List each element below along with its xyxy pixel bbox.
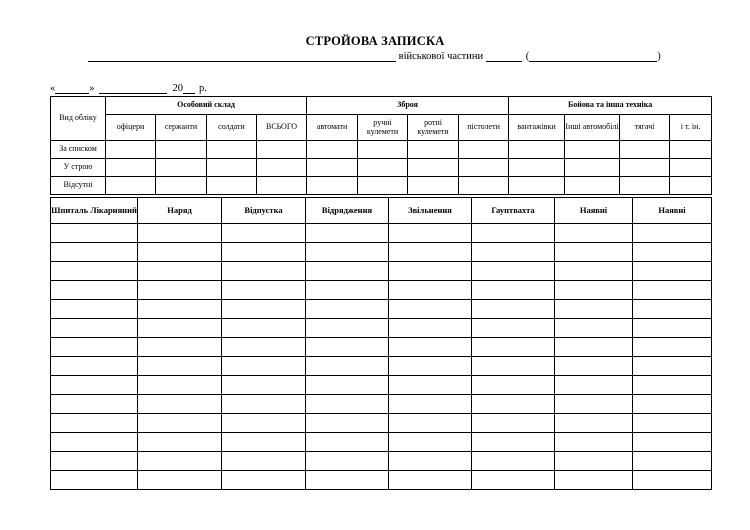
entry-cell[interactable] <box>633 281 712 300</box>
entry-cell[interactable] <box>138 281 222 300</box>
entry-cell[interactable] <box>555 224 633 243</box>
entry-cell[interactable] <box>472 319 555 338</box>
entry-cell[interactable] <box>138 395 222 414</box>
entry-cell[interactable] <box>51 433 138 452</box>
entry-cell[interactable] <box>306 376 389 395</box>
entry-cell[interactable] <box>106 159 156 177</box>
entry-cell[interactable] <box>138 471 222 490</box>
entry-cell[interactable] <box>306 471 389 490</box>
col-header: Гауптвахта <box>472 198 555 224</box>
entry-cell[interactable] <box>51 224 138 243</box>
entry-cell[interactable] <box>633 338 712 357</box>
entry-cell[interactable] <box>670 141 712 159</box>
entry-cell[interactable] <box>472 414 555 433</box>
group-equipment: Бойова та інша техніка <box>509 97 712 115</box>
absence-row <box>51 357 712 376</box>
strength-column-header-row <box>51 115 712 141</box>
entry-cell[interactable] <box>51 281 138 300</box>
entry-cell[interactable] <box>555 433 633 452</box>
strength-group-header-row <box>51 97 712 115</box>
entry-cell[interactable] <box>138 357 222 376</box>
entry-cell[interactable] <box>389 414 472 433</box>
entry-cell[interactable] <box>257 159 307 177</box>
entry-cell[interactable] <box>459 141 509 159</box>
entry-cell[interactable] <box>472 262 555 281</box>
entry-cell[interactable] <box>389 262 472 281</box>
entry-cell[interactable] <box>408 177 459 195</box>
absence-table <box>50 197 712 490</box>
entry-cell[interactable] <box>51 471 138 490</box>
entry-cell[interactable] <box>257 177 307 195</box>
entry-cell[interactable] <box>389 471 472 490</box>
entry-cell[interactable] <box>106 141 156 159</box>
entry-cell[interactable] <box>389 376 472 395</box>
entry-cell[interactable] <box>565 141 620 159</box>
entry-cell[interactable] <box>633 376 712 395</box>
entry-cell[interactable] <box>472 338 555 357</box>
entry-cell[interactable] <box>555 452 633 471</box>
unit-number-blank[interactable] <box>486 50 522 62</box>
entry-cell[interactable] <box>472 243 555 262</box>
absence-row <box>51 395 712 414</box>
entry-cell[interactable] <box>555 300 633 319</box>
entry-cell[interactable] <box>306 224 389 243</box>
row-label: За списком <box>51 141 106 159</box>
entry-cell[interactable] <box>670 159 712 177</box>
absence-row <box>51 300 712 319</box>
entry-cell[interactable] <box>51 376 138 395</box>
entry-cell[interactable] <box>633 224 712 243</box>
entry-cell[interactable] <box>389 433 472 452</box>
entry-cell[interactable] <box>306 338 389 357</box>
entry-cell[interactable] <box>222 433 306 452</box>
entry-cell[interactable] <box>358 177 408 195</box>
entry-cell[interactable] <box>222 281 306 300</box>
entry-cell[interactable] <box>555 243 633 262</box>
entry-cell[interactable] <box>459 159 509 177</box>
entry-cell[interactable] <box>472 300 555 319</box>
entry-cell[interactable] <box>138 243 222 262</box>
entry-cell[interactable] <box>633 243 712 262</box>
entry-cell[interactable] <box>257 141 307 159</box>
entry-cell[interactable] <box>408 159 459 177</box>
date-month-blank[interactable] <box>99 82 167 94</box>
col-header: і т. ін. <box>670 115 712 141</box>
entry-cell[interactable] <box>509 177 565 195</box>
entry-cell[interactable] <box>138 452 222 471</box>
entry-cell[interactable] <box>51 319 138 338</box>
entry-cell[interactable] <box>138 262 222 281</box>
entry-cell[interactable] <box>207 141 257 159</box>
entry-cell[interactable] <box>222 414 306 433</box>
col-header: Наявні <box>633 198 712 224</box>
entry-cell[interactable] <box>138 433 222 452</box>
col-header: солдати <box>207 115 257 141</box>
entry-cell[interactable] <box>51 262 138 281</box>
entry-cell[interactable] <box>389 224 472 243</box>
entry-cell[interactable] <box>51 452 138 471</box>
date-year-prefix: 20 <box>172 83 183 94</box>
entry-cell[interactable] <box>555 414 633 433</box>
strength-row <box>51 159 712 177</box>
absence-row <box>51 243 712 262</box>
col-header: Інші автомобілі <box>565 115 620 141</box>
entry-cell[interactable] <box>207 177 257 195</box>
col-header: автомати <box>307 115 358 141</box>
entry-cell[interactable] <box>555 376 633 395</box>
entry-cell[interactable] <box>555 319 633 338</box>
entry-cell[interactable] <box>389 300 472 319</box>
entry-cell[interactable] <box>472 471 555 490</box>
entry-cell[interactable] <box>389 281 472 300</box>
entry-cell[interactable] <box>389 395 472 414</box>
entry-cell[interactable] <box>472 433 555 452</box>
entry-cell[interactable] <box>358 159 408 177</box>
entry-cell[interactable] <box>207 159 257 177</box>
entry-cell[interactable] <box>306 243 389 262</box>
col-header: Наряд <box>138 198 222 224</box>
entry-cell[interactable] <box>633 452 712 471</box>
entry-cell[interactable] <box>306 300 389 319</box>
date-year-suffix: р. <box>199 83 207 94</box>
date-close-quote: » <box>89 83 95 94</box>
entry-cell[interactable] <box>222 471 306 490</box>
entry-cell[interactable] <box>620 141 670 159</box>
entry-cell[interactable] <box>633 395 712 414</box>
entry-cell[interactable] <box>389 357 472 376</box>
absence-header-row <box>51 198 712 224</box>
unit-location-blank[interactable] <box>529 50 657 62</box>
entry-cell[interactable] <box>307 141 358 159</box>
entry-cell[interactable] <box>51 357 138 376</box>
entry-cell[interactable] <box>565 159 620 177</box>
entry-cell[interactable] <box>306 433 389 452</box>
strength-row <box>51 141 712 159</box>
entry-cell[interactable] <box>138 376 222 395</box>
date-year-blank[interactable] <box>183 82 195 94</box>
entry-cell[interactable] <box>306 281 389 300</box>
entry-cell[interactable] <box>389 452 472 471</box>
entry-cell[interactable] <box>620 177 670 195</box>
entry-cell[interactable] <box>222 452 306 471</box>
entry-cell[interactable] <box>633 300 712 319</box>
entry-cell[interactable] <box>138 300 222 319</box>
entry-cell[interactable] <box>138 224 222 243</box>
entry-cell[interactable] <box>138 338 222 357</box>
entry-cell[interactable] <box>156 159 207 177</box>
strength-table <box>50 96 712 195</box>
entry-cell[interactable] <box>222 300 306 319</box>
entry-cell[interactable] <box>472 395 555 414</box>
paren-close: ) <box>657 51 661 62</box>
date-open-quote: « <box>50 83 56 94</box>
absence-row <box>51 338 712 357</box>
entry-cell[interactable] <box>555 281 633 300</box>
entry-cell[interactable] <box>138 414 222 433</box>
group-personnel: Особовий склад <box>106 97 307 115</box>
entry-cell[interactable] <box>51 338 138 357</box>
entry-cell[interactable] <box>472 452 555 471</box>
col-header: сержанти <box>156 115 207 141</box>
entry-cell[interactable] <box>555 471 633 490</box>
paren-open: ( <box>525 51 530 62</box>
entry-cell[interactable] <box>222 224 306 243</box>
entry-cell[interactable] <box>307 159 358 177</box>
entry-cell[interactable] <box>509 141 565 159</box>
entry-cell[interactable] <box>306 395 389 414</box>
col-header: Шпиталь Лікарняний <box>51 198 138 224</box>
entry-cell[interactable] <box>472 281 555 300</box>
group-weapons: Зброя <box>307 97 509 115</box>
absence-row <box>51 281 712 300</box>
entry-cell[interactable] <box>633 414 712 433</box>
entry-cell[interactable] <box>156 177 207 195</box>
entry-cell[interactable] <box>509 159 565 177</box>
entry-cell[interactable] <box>222 243 306 262</box>
entry-cell[interactable] <box>138 319 222 338</box>
entry-cell[interactable] <box>306 262 389 281</box>
entry-cell[interactable] <box>306 452 389 471</box>
entry-cell[interactable] <box>222 395 306 414</box>
entry-cell[interactable] <box>222 376 306 395</box>
unit-line-label: військової частини <box>398 51 484 62</box>
entry-cell[interactable] <box>307 177 358 195</box>
entry-cell[interactable] <box>555 395 633 414</box>
row-label: У строю <box>51 159 106 177</box>
absence-row <box>51 224 712 243</box>
entry-cell[interactable] <box>389 338 472 357</box>
col-header: ротні кулемети <box>408 115 459 141</box>
entry-cell[interactable] <box>472 357 555 376</box>
absence-row <box>51 262 712 281</box>
absence-row <box>51 452 712 471</box>
col-header: Наявні <box>555 198 633 224</box>
col-header: вантажівки <box>509 115 565 141</box>
document-title: СТРОЙОВА ЗАПИСКА <box>305 34 445 48</box>
entry-cell[interactable] <box>306 319 389 338</box>
entry-cell[interactable] <box>633 319 712 338</box>
entry-cell[interactable] <box>620 159 670 177</box>
entry-cell[interactable] <box>389 243 472 262</box>
entry-cell[interactable] <box>633 433 712 452</box>
unit-line <box>88 50 688 62</box>
entry-cell[interactable] <box>472 224 555 243</box>
corner-header: Вид обліку <box>51 97 106 141</box>
entry-cell[interactable] <box>633 357 712 376</box>
absence-row <box>51 471 712 490</box>
col-header: пістолети <box>459 115 509 141</box>
row-label: Відсутні <box>51 177 106 195</box>
entry-cell[interactable] <box>555 357 633 376</box>
date-line <box>50 82 207 94</box>
entry-cell[interactable] <box>633 471 712 490</box>
entry-cell[interactable] <box>51 300 138 319</box>
col-header: ВСЬОГО <box>257 115 307 141</box>
absence-row <box>51 319 712 338</box>
entry-cell[interactable] <box>222 357 306 376</box>
entry-cell[interactable] <box>51 395 138 414</box>
entry-cell[interactable] <box>306 414 389 433</box>
col-header: Відрядження <box>306 198 389 224</box>
entry-cell[interactable] <box>408 141 459 159</box>
entry-cell[interactable] <box>358 141 408 159</box>
entry-cell[interactable] <box>633 262 712 281</box>
entry-cell[interactable] <box>106 177 156 195</box>
entry-cell[interactable] <box>156 141 207 159</box>
entry-cell[interactable] <box>565 177 620 195</box>
entry-cell[interactable] <box>222 262 306 281</box>
absence-row <box>51 414 712 433</box>
entry-cell[interactable] <box>389 319 472 338</box>
entry-cell[interactable] <box>670 177 712 195</box>
entry-cell[interactable] <box>306 357 389 376</box>
absence-row <box>51 433 712 452</box>
date-day-blank[interactable] <box>55 82 89 94</box>
entry-cell[interactable] <box>51 414 138 433</box>
entry-cell[interactable] <box>222 319 306 338</box>
unit-name-blank[interactable] <box>88 50 396 62</box>
col-header: офіцери <box>106 115 156 141</box>
col-header: тягачі <box>620 115 670 141</box>
col-header: Звільнення <box>389 198 472 224</box>
entry-cell[interactable] <box>51 243 138 262</box>
entry-cell[interactable] <box>555 262 633 281</box>
entry-cell[interactable] <box>222 338 306 357</box>
strength-row <box>51 177 712 195</box>
col-header: Відпустка <box>222 198 306 224</box>
entry-cell[interactable] <box>459 177 509 195</box>
entry-cell[interactable] <box>472 376 555 395</box>
entry-cell[interactable] <box>555 338 633 357</box>
absence-row <box>51 376 712 395</box>
col-header: ручні кулемети <box>358 115 408 141</box>
